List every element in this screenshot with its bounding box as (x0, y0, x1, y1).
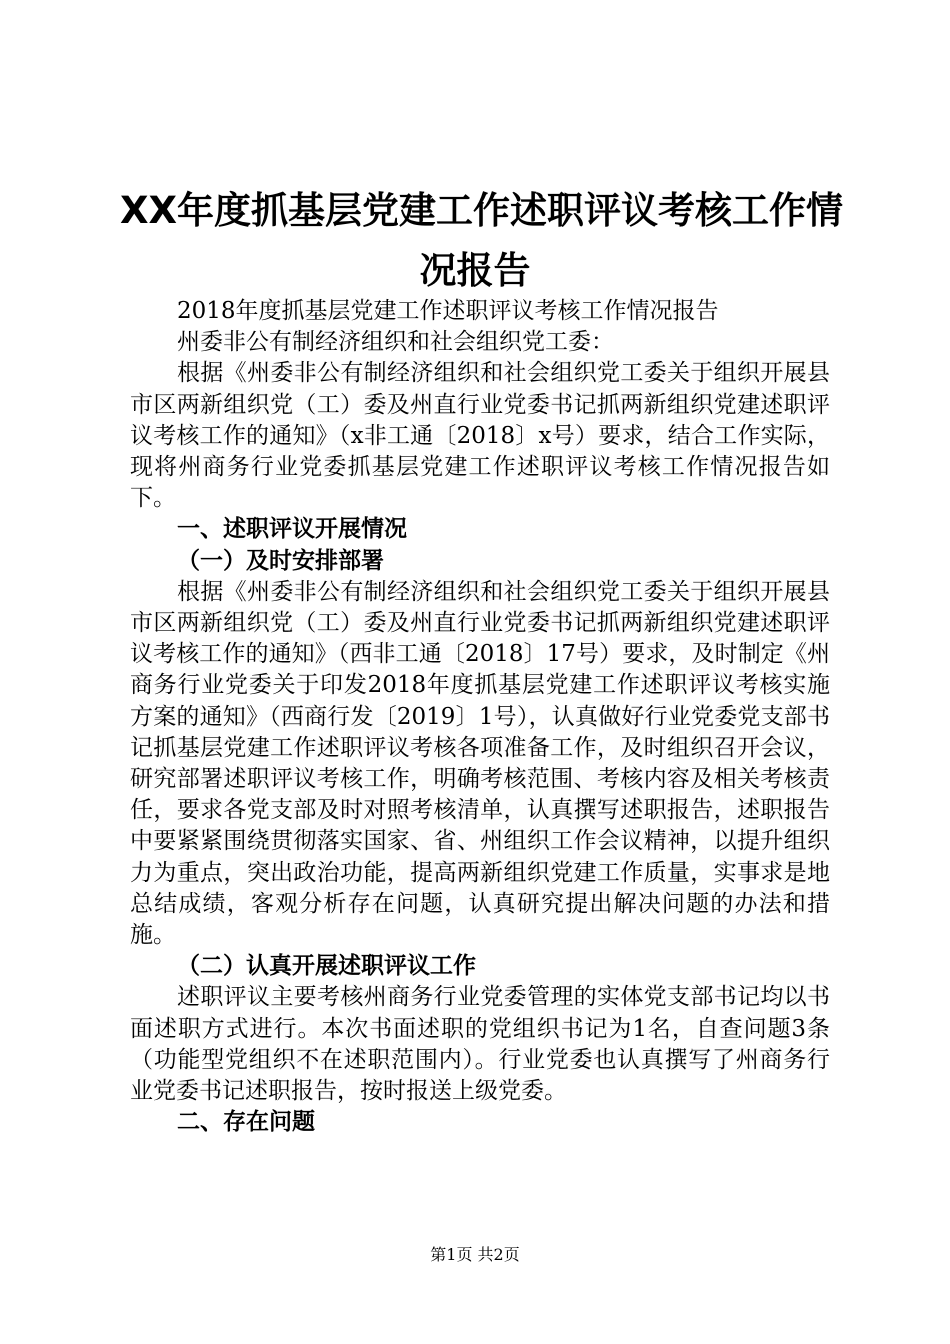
document-title-line-1: XX年度抓基层党建工作述职评议考核工作情 (120, 189, 844, 232)
body-paragraph-deployment: 根据《州委非公有制经济组织和社会组织党工委关于组织开展县市区两新组织党（工）委及州直行业党委书记抓两新组织党建述职评议考核工作的通知》（西非工通〔2018〕17号）要求，及时制定《州商务行业党委关于印发2018年度抓基层党建工作述职评议考核实施方案的通知》（西商行发〔2019〕1号），认真做好行业党委党支部书记抓基层党建工作述职评议考核各项准备工作，及时组织召开会议，研究部署述职评议考核工作，明确考核范围、考核内容及相关考核责任，要求各党支部及时对照考核清单，认真撰写述职报告，述职报告中要紧紧围绕贯彻落实国家、省、州组织工作会议精神，以提升组织力为重点，突出政治功能，提高两新组织党建工作质量，实事求是地总结成绩，客观分析存在问题，认真研究提出解决问题的办法和措施。 (130, 578, 830, 949)
section-heading-1: 一、述职评议开展情况 (177, 516, 407, 543)
subtitle-paragraph: 2018年度抓基层党建工作述职评议考核工作情况报告 (177, 298, 719, 324)
intro-paragraph: 根据《州委非公有制经济组织和社会组织党工委关于组织开展县市区两新组织党（工）委及州直行业党委书记抓两新组织党建述职评议考核工作的通知》（x非工通〔2018〕x号）要求，结合工作实际，现将州商务行业党委抓基层党建工作述职评议考核工作情况报告如下。 (130, 360, 830, 512)
subsection-heading-1-2: （二）认真开展述职评议工作 (177, 953, 476, 980)
addressee-paragraph: 州委非公有制经济组织和社会组织党工委： (177, 329, 614, 356)
page-number-footer: 第1页 共2页 (430, 1245, 520, 1264)
section-heading-2: 二、存在问题 (177, 1109, 315, 1136)
document-body (130, 296, 830, 1138)
subsection-heading-1-1: （一）及时安排部署 (177, 547, 384, 574)
document-title-line-2: 况报告 (419, 249, 531, 292)
body-paragraph-evaluation: 述职评议主要考核州商务行业党委管理的实体党支部书记均以书面述职方式进行。本次书面述职的党组织书记为1名，自查问题3条（功能型党组织不在述职范围内）。行业党委也认真撰写了州商务行业党委书记述职报告，按时报送上级党委。 (130, 984, 830, 1105)
